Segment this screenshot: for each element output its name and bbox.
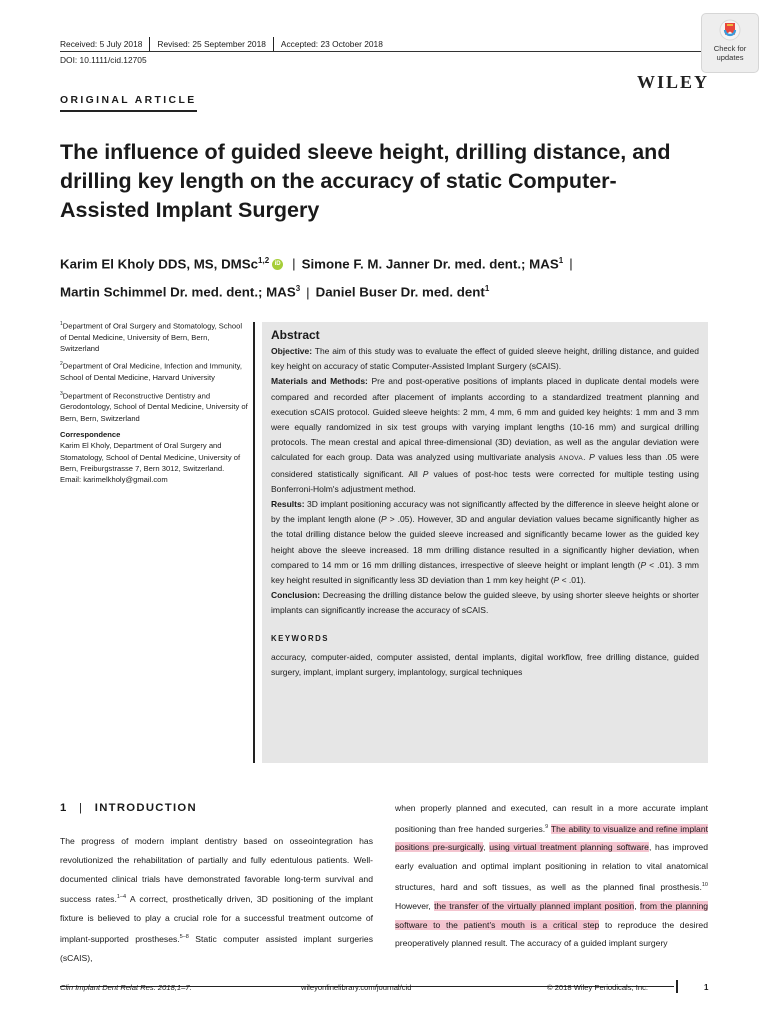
author-affiliation-ref: 3	[295, 284, 301, 294]
author-affiliation-ref: 1,2	[258, 256, 270, 265]
author-name[interactable]: Martin Schimmel Dr. med. dent.; MAS	[60, 284, 296, 300]
author-separator: |	[292, 256, 296, 272]
header-rule	[60, 51, 701, 52]
citation-ref[interactable]: 1–4	[116, 894, 127, 901]
body-column-right	[395, 799, 708, 953]
text-highlight[interactable]: The ability to visualize and refine implant positions pre-surgically	[395, 823, 708, 853]
article-type-underline	[60, 110, 197, 112]
orcid-icon[interactable]: iD	[272, 259, 283, 270]
citation-ref[interactable]: 10	[701, 882, 708, 889]
affiliation-item: $^1$Department of Oral Surgery and Stomatology, School of Dental Medicine, University of Bern, Bern, Switzerland	[60, 321, 243, 354]
date-separator	[149, 37, 150, 51]
publisher-logo: WILEY	[637, 72, 710, 92]
doi-link[interactable]: DOI: 10.1111/cid.12705	[60, 55, 147, 65]
author-name[interactable]: Karim El Kholy DDS, MS, DMSc	[60, 256, 259, 272]
abstract-results: Results: 3D implant positioning accuracy was not significantly affected by the difference in sleeve height alone or by the implant length alone (P > .05). However, 3D and angular deviation values became significantly higher as the total drilling distance below the guided sleeve increased and significantly became lower as the guided key height above the sleeve increased. 18 mm drilling distance resulted in a significantly higher deviation, when compared to 14 mm or 16 mm drilling distances, irrespective of sleeve height or implant length (P < .01). 3 mm key height resulted in significantly less 3D deviation than 1 mm key height (P < .01).	[271, 499, 699, 586]
journal-citation: Clin Implant Dent Relat Res. 2018;1–7.	[60, 983, 192, 992]
crossmark-label-1: Check for	[713, 44, 747, 53]
footer-bar	[676, 980, 678, 993]
body-column-left	[60, 832, 373, 967]
abstract-conclusion: Conclusion: Decreasing the drilling distance below the guided sleeve, by using shorter sleeve heights or shorter implants can significantly increase the accuracy of sCAIS.	[271, 590, 699, 616]
intro-paragraph: The progress of modern implant dentistry based on osseointegration has revolutionized the rehabilitation of partially and fully edentulous patients. Well-documented clinical trials have demonstrated favorable long-term survival and success rates.$^{1-4}$ A correct, prosthetically driven, 3D positioning of the implant fixture is believed to play a crucial role for a successful treatment outcome of implant-supported prostheses.$^{5-8}$ Static computer assisted implant surgeries (sCAIS),	[60, 836, 373, 963]
check-for-updates-button[interactable]	[701, 13, 759, 73]
correspondence-address: Karim El Kholy, Department of Oral Surgery and Stomatology, School of Dental Medicine, University of Bern, Freiburgstrasse 7, Bern 3012, Switzerland.	[60, 441, 241, 473]
intro-paragraph: when properly planned and executed, can result in a more accurate implant positioning than free handed surgeries.$^9$ The ability to visualize and refine implant positions pre-surgically, using virtual treatment planning software, has improved early evaluation and optimal implant positioning in relation to vital anatomical structures, hard and soft tissues, as well as the planned final prosthesis.$^{10}$ However, the transfer of the virtually planned implant position, from the planning software to the patient's mouth is a critical step to reproduce the desired preoperatively planned result. The accuracy of a guided implant surgery	[395, 803, 709, 949]
revised-date: Revised: 25 September 2018	[157, 39, 266, 49]
copyright: © 2018 Wiley Periodicals, Inc.	[547, 983, 648, 992]
section-heading: 1 | INTRODUCTION	[60, 802, 197, 814]
accepted-date: Accepted: 23 October 2018	[280, 39, 383, 49]
author-name[interactable]: Simone F. M. Janner Dr. med. dent.; MAS	[301, 256, 559, 272]
citation-ref[interactable]: 9	[545, 823, 549, 830]
text-highlight[interactable]: from the planning software to the patient's mouth is a critical step	[395, 900, 709, 930]
keywords-heading: KEYWORDS	[271, 633, 329, 643]
correspondence-email[interactable]: Email: karimelkholy@gmail.com	[60, 475, 168, 485]
citation-ref[interactable]: 5–8	[179, 933, 189, 940]
author-separator: |	[569, 256, 573, 272]
author-separator: |	[306, 284, 310, 300]
abstract-box	[262, 322, 708, 763]
received-date: Received: 5 July 2018	[60, 39, 143, 49]
date-separator	[273, 37, 274, 51]
abstract-methods: Materials and Methods: Pre and post-operative positions of implants placed in duplicate dental models were compared and recorded after placement of implants according to a standardized treatment planning and execution sCAIS protocol. Guided sleeve heights: 2 mm, 4 mm, 6 mm and guided key heights: 1 mm and 3 mm were equally randomized in six test groups with varying implant lengths (10-16 mm) and surgical drilling protocols. The mean crestal and apical three-dimensional (3D) deviation, as well as the angular deviation were calculated for each group. Data was analyzed using multivariate analysis ANOVA. P values less than .05 were considered statistically significant. All P values of post-hoc tests were corrected for multiple testing using Bonferroni-Holm's adjustment method.	[271, 376, 699, 494]
affiliations-panel	[60, 319, 248, 485]
article-title: The influence of guided sleeve height, drilling distance, and drilling key length on the accuracy of static Computer-Assisted Implant Surgery	[60, 140, 671, 222]
author-list	[60, 248, 720, 305]
correspondence-heading: Correspondence	[60, 429, 121, 439]
abstract-heading: Abstract	[271, 328, 320, 342]
affiliation-item: $^2$Department of Oral Medicine, Infection and Immunity, School of Dental Medicine, Harvard University	[60, 361, 243, 383]
page-number: 1	[704, 983, 709, 992]
received-dates-line	[60, 37, 383, 51]
text-highlight[interactable]: using virtual treatment planning software	[489, 842, 649, 853]
crossmark-icon	[719, 19, 741, 41]
abstract-objective: Objective: The aim of this study was to evaluate the effect of guided sleeve height, drilling distance, and guided key height on accuracy of static Computer-Assisted Implant Surgery (sCAIS).	[271, 346, 699, 372]
column-divider	[253, 322, 255, 763]
author-name[interactable]: Daniel Buser Dr. med. dent	[315, 284, 485, 300]
article-type: ORIGINAL ARTICLE	[60, 95, 197, 106]
author-affiliation-ref: 1	[484, 284, 490, 294]
affiliation-item: $^3$Department of Reconstructive Dentistry and Gerodontology, School of Dental Medicine, University of Bern, Bern, Switzerland	[60, 390, 248, 423]
text-highlight[interactable]: the transfer of the virtually planned implant position	[434, 900, 635, 911]
keywords-list: accuracy, computer-aided, computer assisted, dental implants, digital workflow, free drilling distance, guided surgery, implant, implant surgery, implantology, surgical techniques	[271, 651, 699, 678]
author-affiliation-ref: 1	[558, 256, 564, 265]
crossmark-label-2: updates	[716, 52, 744, 62]
journal-url[interactable]: wileyonlinelibrary.com/journal/cid	[301, 983, 412, 992]
